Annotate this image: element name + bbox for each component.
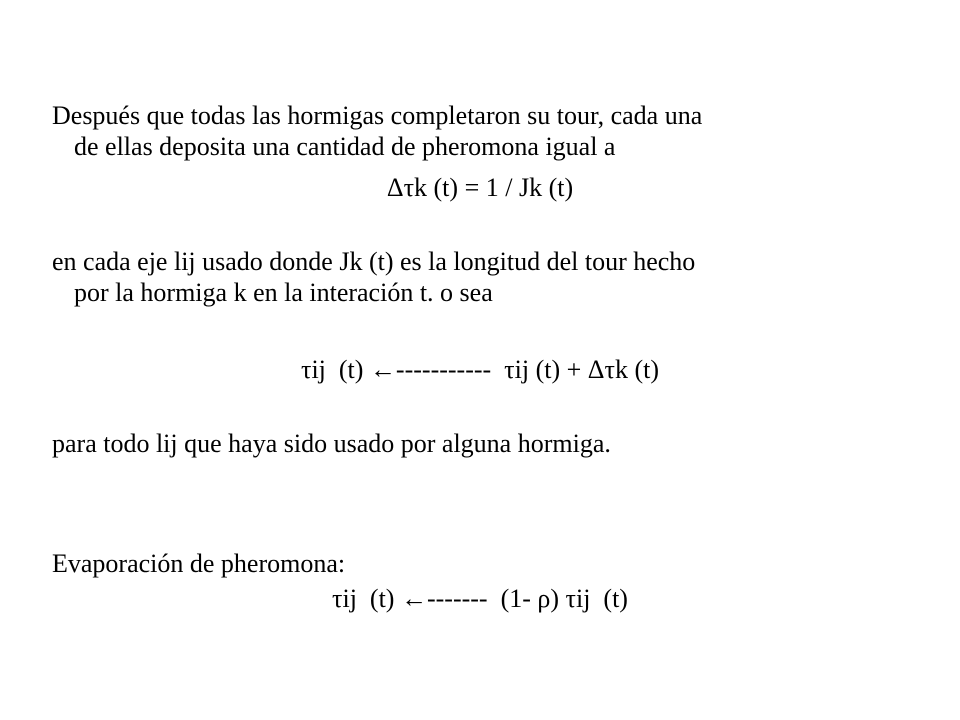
paragraph-all-edges: para todo lij que haya sido usado por alguna hormiga. [52, 429, 611, 458]
paragraph-edge-usage [52, 246, 695, 308]
paragraph-line: de ellas deposita una cantidad de pheromona igual a [74, 132, 616, 161]
evaporation-heading: Evaporación de pheromona: [52, 549, 346, 578]
paragraph-line: Después que todas las hormigas completaron su tour, cada una [52, 101, 703, 130]
formula-tau-update: τij (t) ←----------- τij (t) + Δτk (t) [301, 355, 659, 384]
paragraph-line: por la hormiga k en la interación t. o sea [74, 278, 493, 307]
paragraph-pheromone-deposit [52, 100, 702, 162]
formula-delta-tau: Δτk (t) = 1 / Jk (t) [386, 173, 574, 202]
formula-evaporation: τij (t) ←------- (1- ρ) τij (t) [332, 584, 628, 613]
paragraph-line: en cada eje lij usado donde Jk (t) es la longitud del tour hecho [52, 247, 696, 276]
